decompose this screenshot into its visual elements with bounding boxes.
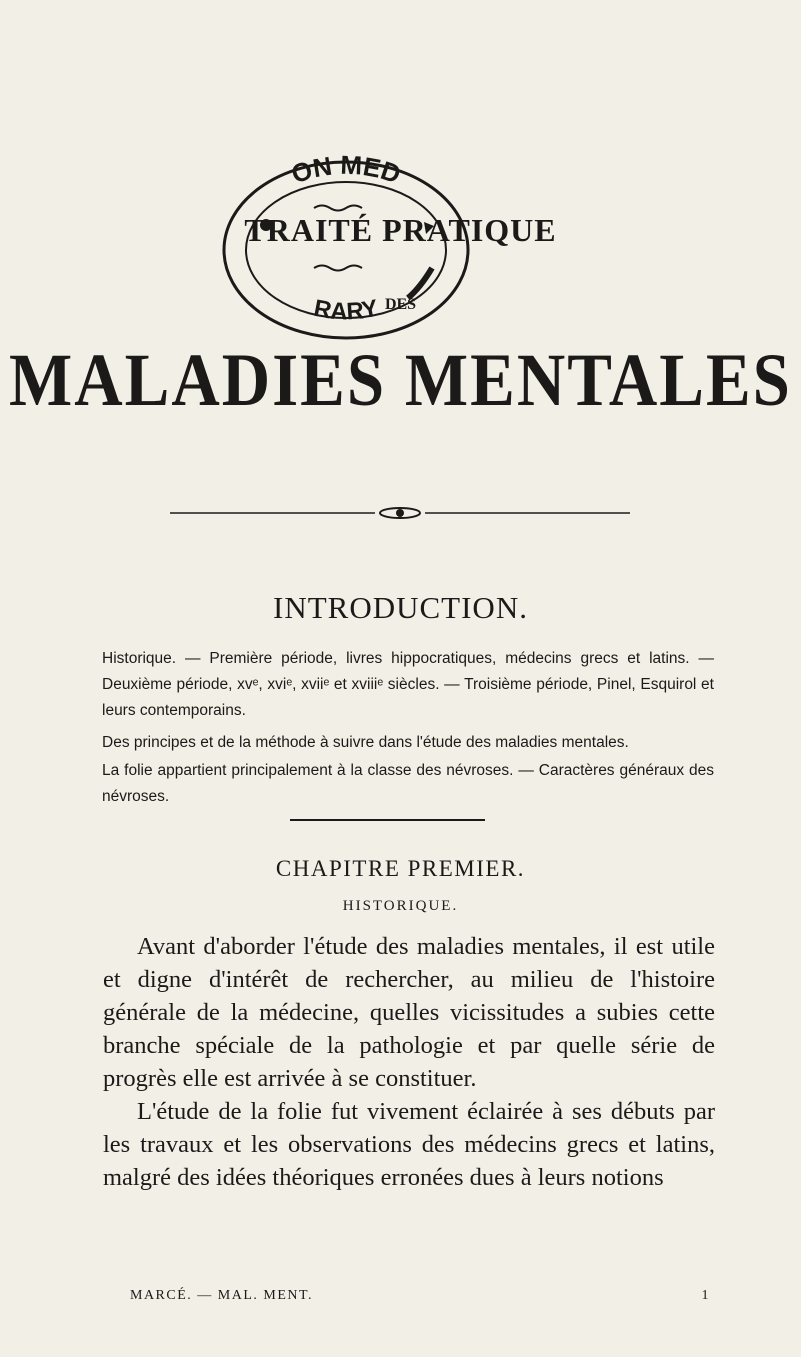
summary-paragraph: Historique. — Première période, livres hippocratiques, médecins grecs et latins. — Deuxième période, xvᵉ, xviᵉ, xviiᵉ et xviiiᵉ siècles. — Troisième période, Pinel, Esquirol et leurs contemporains. — [102, 650, 714, 719]
body-paragraph: Avant d'aborder l'étude des maladies mentales, il est utile et digne d'intérêt de rechercher, au milieu de l'histoire générale de la médecine, quelles vicissitudes a subies cette branche spéciale de la pathologie et par quelle série de progrès elle est arrivée à se constituer. — [103, 933, 715, 1092]
sheet-number: 1 — [701, 1288, 710, 1303]
chapter-subtitle: HISTORIQUE. — [342, 898, 459, 914]
title-small: DES — [384, 296, 417, 313]
introduction-summary — [102, 646, 714, 816]
title-main: MALADIES MENTALES — [9, 339, 792, 422]
introduction-heading: INTRODUCTION. — [273, 590, 528, 625]
library-stamp — [196, 150, 496, 350]
svg-text:ON MED: ON MED — [287, 150, 405, 190]
chapter-title: CHAPITRE PREMIER. — [275, 856, 526, 881]
signature-mark: MARCÉ. — MAL. MENT. — [130, 1288, 314, 1303]
section-rule — [290, 819, 485, 821]
fleuron-divider — [170, 503, 630, 523]
body-text — [103, 930, 715, 1194]
body-paragraph: L'étude de la folie fut vivement éclairée à ses débuts par les travaux et les observations des médecins grecs et latins, malgré des idées théoriques erronées dues à leurs notions — [103, 1098, 715, 1191]
title-top: TRAITÉ PRATIQUE — [244, 212, 557, 248]
svg-text:RARY: RARY — [311, 294, 381, 326]
summary-paragraph: La folie appartient principalement à la classe des névroses. — Caractères généraux des névroses. — [102, 762, 714, 805]
summary-paragraph: Des principes et de la méthode à suivre dans l'étude des maladies mentales. — [102, 734, 629, 751]
